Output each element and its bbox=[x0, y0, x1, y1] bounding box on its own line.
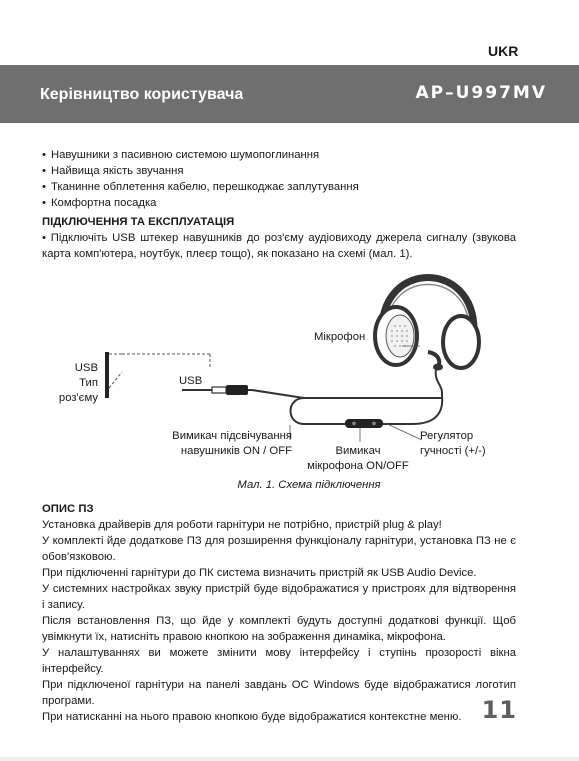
microphone-label: Мікрофон bbox=[314, 331, 366, 343]
software-line: Після встановлення ПЗ, що йде у комплекті будуть доступні додаткові функції. Щоб увімкнути їх, натисніть правою кнопкою на зображення динаміка, мікрофона. bbox=[42, 615, 516, 643]
usb-type-label-2: Тип bbox=[79, 377, 98, 389]
feature-list bbox=[42, 147, 516, 211]
feature-item: • Тканинне обплетення кабелю, перешкоджає заплутування bbox=[42, 179, 516, 195]
connection-diagram bbox=[42, 268, 516, 475]
model-number: AP–U997MV bbox=[415, 83, 547, 103]
page-number: 11 bbox=[481, 696, 517, 724]
headset-cable bbox=[436, 370, 442, 396]
feature-item: • Найвища якість звучання bbox=[42, 163, 516, 179]
software-line: При підключеної гарнітури на панелі завдань ОС Windows буде відображатися логотип програми. bbox=[42, 679, 516, 707]
software-heading: ОПИС ПЗ bbox=[42, 503, 94, 515]
software-line: При підключенні гарнітури до ПК система визначить пристрій як USB Audio Device. bbox=[42, 567, 477, 579]
manual-title: Керівництво користувача bbox=[40, 86, 244, 103]
usb-port bbox=[105, 352, 109, 398]
usb-type-label-3: роз'єму bbox=[58, 392, 98, 404]
usb-type-label-1: USB bbox=[74, 362, 98, 374]
language-code: UKR bbox=[488, 43, 519, 59]
software-line: Установка драйверів для роботи гарнітури не потрібно, пристрій plug & play! bbox=[42, 519, 442, 531]
feature-item: • Навушники з пасивною системою шумопоглинання bbox=[42, 147, 516, 163]
bottom-divider bbox=[0, 757, 579, 761]
usb-plug-body bbox=[226, 385, 248, 395]
mic-switch-label-2: мікрофона ON/OFF bbox=[307, 460, 409, 472]
backlight-switch-label-1: Вимикач підсвічування bbox=[172, 430, 292, 442]
page-content bbox=[42, 147, 516, 725]
mic-capsule bbox=[433, 364, 443, 371]
right-earcup bbox=[443, 316, 479, 368]
backlight-switch-label-2: навушників ON / OFF bbox=[180, 445, 292, 457]
usb-plug-connector bbox=[212, 387, 226, 393]
software-line: У комплекті йде додаткове ПЗ для розширення функціоналу гарнітури, установка ПЗ не є обов'язковою. bbox=[42, 535, 516, 563]
connection-text: • Підключіть USB штекер навушників до роз'єму аудіовиходу джерела сигналу (звукова карта комп'ютера, ноутбук, плеєр тощо), як показано на схемі (мал. 1). bbox=[42, 232, 516, 260]
inline-control bbox=[345, 419, 383, 428]
software-line: У налаштуваннях ви можете змінити мову інтерфейсу і ступінь прозорості вікна інтерфейсу. bbox=[42, 647, 516, 675]
usb-plug-label: USB bbox=[179, 375, 203, 387]
volume-label-1: Регулятор bbox=[420, 430, 474, 442]
connection-heading: ПІДКЛЮЧЕННЯ ТА ЕКСПЛУАТАЦІЯ bbox=[42, 216, 235, 228]
software-line: У системних настройках звуку пристрій буде відображатися у пристроях для відтворення і запису. bbox=[42, 583, 516, 611]
software-line: При натисканні на нього правою кнопкою буде відображатися контекстне меню. bbox=[42, 711, 462, 723]
feature-item: • Комфортна посадка bbox=[42, 195, 516, 211]
header-band bbox=[0, 65, 579, 123]
volume-label-2: гучності (+/-) bbox=[420, 445, 486, 457]
mic-switch-label-1: Вимикач bbox=[335, 445, 381, 457]
figure-caption: Мал. 1. Схема підключення bbox=[237, 479, 381, 491]
